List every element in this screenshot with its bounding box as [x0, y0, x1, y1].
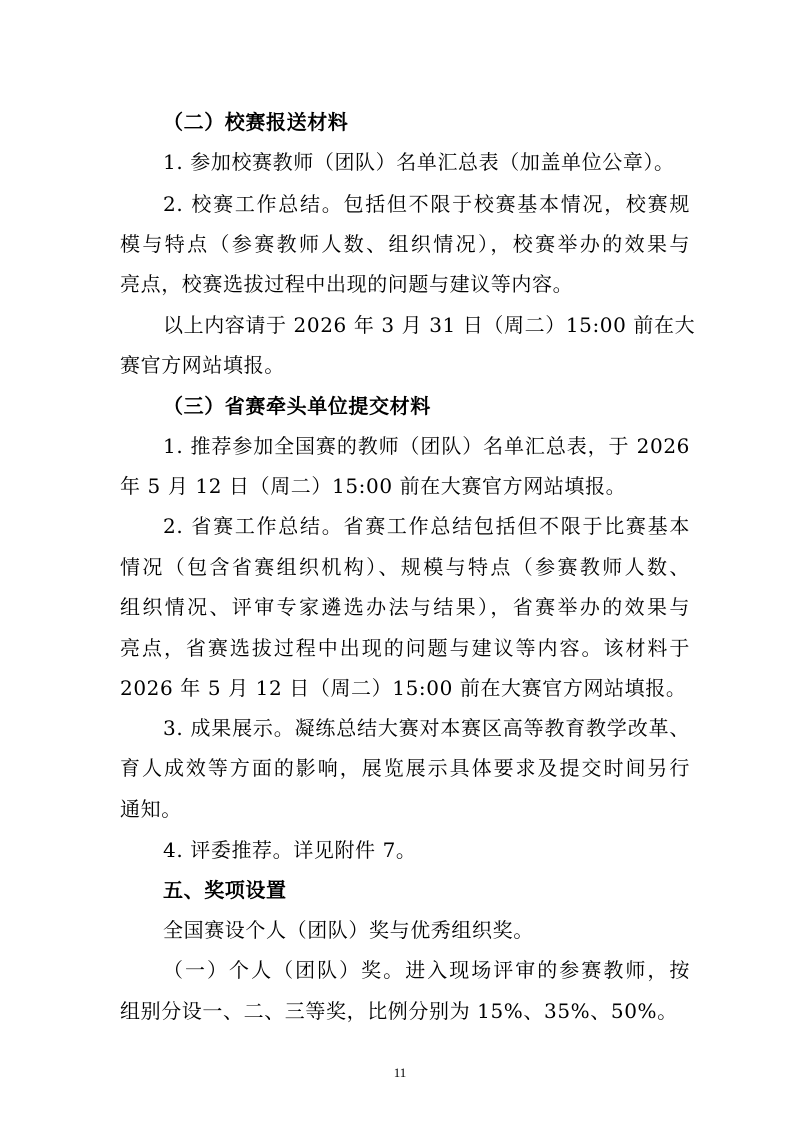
paragraph-line: 2026 年 5 月 12 日（周二）15:00 前在大赛官方网站填报。 — [120, 676, 687, 700]
paragraph-line: 以上内容请于 2026 年 3 月 31 日（周二）15:00 前在大 — [163, 313, 696, 337]
paragraph-line: 组别分设一、二、三等奖，比例分别为 15%、35%、50%。 — [120, 999, 678, 1023]
paragraph-line: 2. 省赛工作总结。省赛工作总结包括但不限于比赛基本 — [163, 514, 690, 538]
page-number: 11 — [393, 1065, 407, 1080]
paragraph-line: 情况（包含省赛组织机构）、规模与特点（参赛教师人数、 — [120, 555, 690, 579]
paragraph-line: 1. 参加校赛教师（团队）名单汇总表（加盖单位公章）。 — [163, 150, 675, 174]
paragraph-line: 4. 评委推荐。详见附件 7。 — [163, 838, 417, 862]
paragraph-line: 育人成效等方面的影响，展览展示具体要求及提交时间另行 — [120, 756, 690, 780]
paragraph-line: 3. 成果展示。凝练总结大赛对本赛区高等教育教学改革、 — [163, 716, 690, 740]
paragraph-line: （一）个人（团队）奖。进入现场评审的参赛教师，按 — [163, 958, 690, 982]
paragraph-line: 亮点，省赛选拔过程中出现的问题与建议等内容。该材料于 — [120, 636, 690, 660]
section-heading-provincial-materials: （三）省赛牵头单位提交材料 — [163, 394, 431, 418]
paragraph-line: 2. 校赛工作总结。包括但不限于校赛基本情况，校赛规 — [163, 192, 690, 216]
section-heading-awards: 五、奖项设置 — [163, 878, 287, 902]
paragraph-line: 通知。 — [120, 797, 182, 821]
paragraph-line: 年 5 月 12 日（周二）15:00 前在大赛官方网站填报。 — [120, 474, 627, 498]
paragraph-line: 赛官方网站填报。 — [120, 353, 285, 377]
section-heading-school-materials: （二）校赛报送材料 — [163, 110, 349, 134]
paragraph-line: 1. 推荐参加全国赛的教师（团队）名单汇总表，于 2026 — [163, 434, 690, 458]
paragraph-line: 模与特点（参赛教师人数、组织情况），校赛举办的效果与 — [120, 232, 690, 256]
paragraph-line: 组织情况、评审专家遴选办法与结果），省赛举办的效果与 — [120, 595, 690, 619]
paragraph-line: 亮点，校赛选拔过程中出现的问题与建议等内容。 — [120, 272, 574, 296]
paragraph-line: 全国赛设个人（团队）奖与优秀组织奖。 — [163, 918, 534, 942]
